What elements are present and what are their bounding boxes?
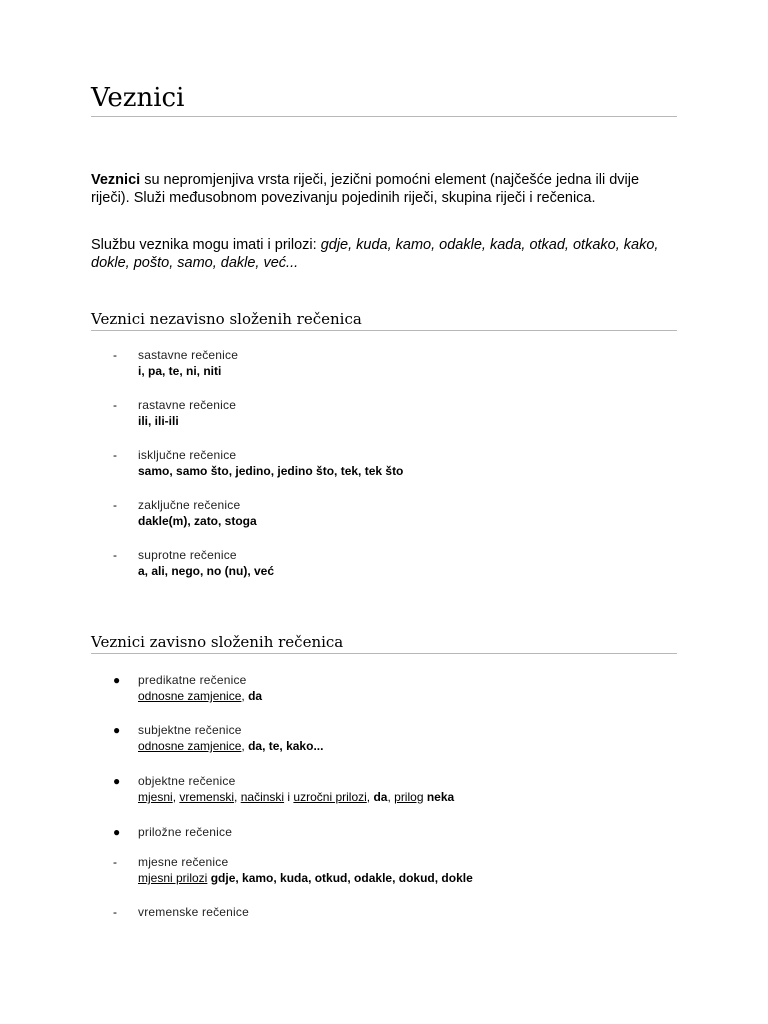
separator: , — [234, 790, 241, 804]
item-label: sastavne rečenice — [138, 348, 239, 362]
underlined-term: mjesni prilozi — [138, 871, 208, 885]
item-label: objektne rečenice — [138, 774, 236, 788]
dash-marker: - — [113, 398, 117, 412]
underlined-term: prilog — [394, 790, 424, 804]
underlined-term: odnosne zamjenice — [138, 739, 242, 753]
item-label: suprotne rečenice — [138, 548, 237, 562]
section2-heading: Veznici zavisno složenih rečenica — [91, 632, 677, 654]
underlined-term: odnosne zamjenice — [138, 689, 242, 703]
item-value: i, pa, te, ni, niti — [138, 364, 222, 378]
second-para-italic: gdje, kuda, kamo, odakle, kada, otkad, otkako, kako, dokle, pošto, samo, dakle, već... — [91, 237, 659, 271]
second-paragraph — [91, 236, 677, 272]
item-value: a, ali, nego, no (nu), već — [138, 564, 275, 578]
item-value: da — [373, 790, 388, 804]
item-label: vremenske rečenice — [138, 905, 249, 919]
item-label: isključne rečenice — [138, 448, 237, 462]
intro-bold-lead: Veznici — [91, 172, 141, 188]
underlined-term: načinski — [240, 790, 285, 804]
underlined-term: vremenski — [179, 790, 235, 804]
dash-marker: - — [113, 348, 117, 362]
separator: , — [241, 739, 249, 753]
section1-heading: Veznici nezavisno složenih rečenica — [91, 309, 677, 331]
dash-marker: - — [113, 548, 117, 562]
bullet-marker: ● — [113, 673, 121, 687]
item-label: mjesne rečenice — [138, 855, 229, 869]
dash-marker: - — [113, 905, 117, 919]
item-label: zaključne rečenice — [138, 498, 241, 512]
underlined-term: uzročni prilozi — [293, 790, 367, 804]
bullet-marker: ● — [113, 774, 121, 788]
bullet-marker: ● — [113, 723, 121, 737]
bullet-marker: ● — [113, 825, 121, 839]
separator: , — [366, 790, 374, 804]
item-value: da — [248, 689, 263, 703]
item-label: rastavne rečenice — [138, 398, 237, 412]
item-label: predikatne rečenice — [138, 673, 247, 687]
item-value: da, te, kako... — [248, 739, 324, 753]
item-label: subjektne rečenice — [138, 723, 242, 737]
item-value: gdje, kamo, kuda, otkud, odakle, dokud, dokle — [210, 871, 473, 885]
dash-marker: - — [113, 855, 117, 869]
underlined-term: mjesni — [138, 790, 173, 804]
item-value: neka — [426, 790, 455, 804]
item-value: samo, samo što, jedino, jedino što, tek, tek što — [138, 464, 404, 478]
separator: , — [172, 790, 180, 804]
item-value: dakle(m), zato, stoga — [138, 514, 257, 528]
second-para-text: Službu veznika mogu imati i prilozi: — [91, 237, 321, 253]
item-value: ili, ili-ili — [138, 414, 179, 428]
intro-text: su nepromjenjiva vrsta riječi, jezični pomoćni element (najčešće jedna ili dvije riječi). Služi međusobnom povezivanju pojedinih riječi, skupina riječi i rečenica. — [91, 172, 640, 206]
page-title: Veznici — [91, 82, 677, 117]
separator: i — [284, 790, 294, 804]
separator: , — [387, 790, 395, 804]
item-label: priložne rečenice — [138, 825, 233, 839]
separator: , — [241, 689, 249, 703]
dash-marker: - — [113, 498, 117, 512]
intro-paragraph — [91, 171, 677, 207]
dash-marker: - — [113, 448, 117, 462]
